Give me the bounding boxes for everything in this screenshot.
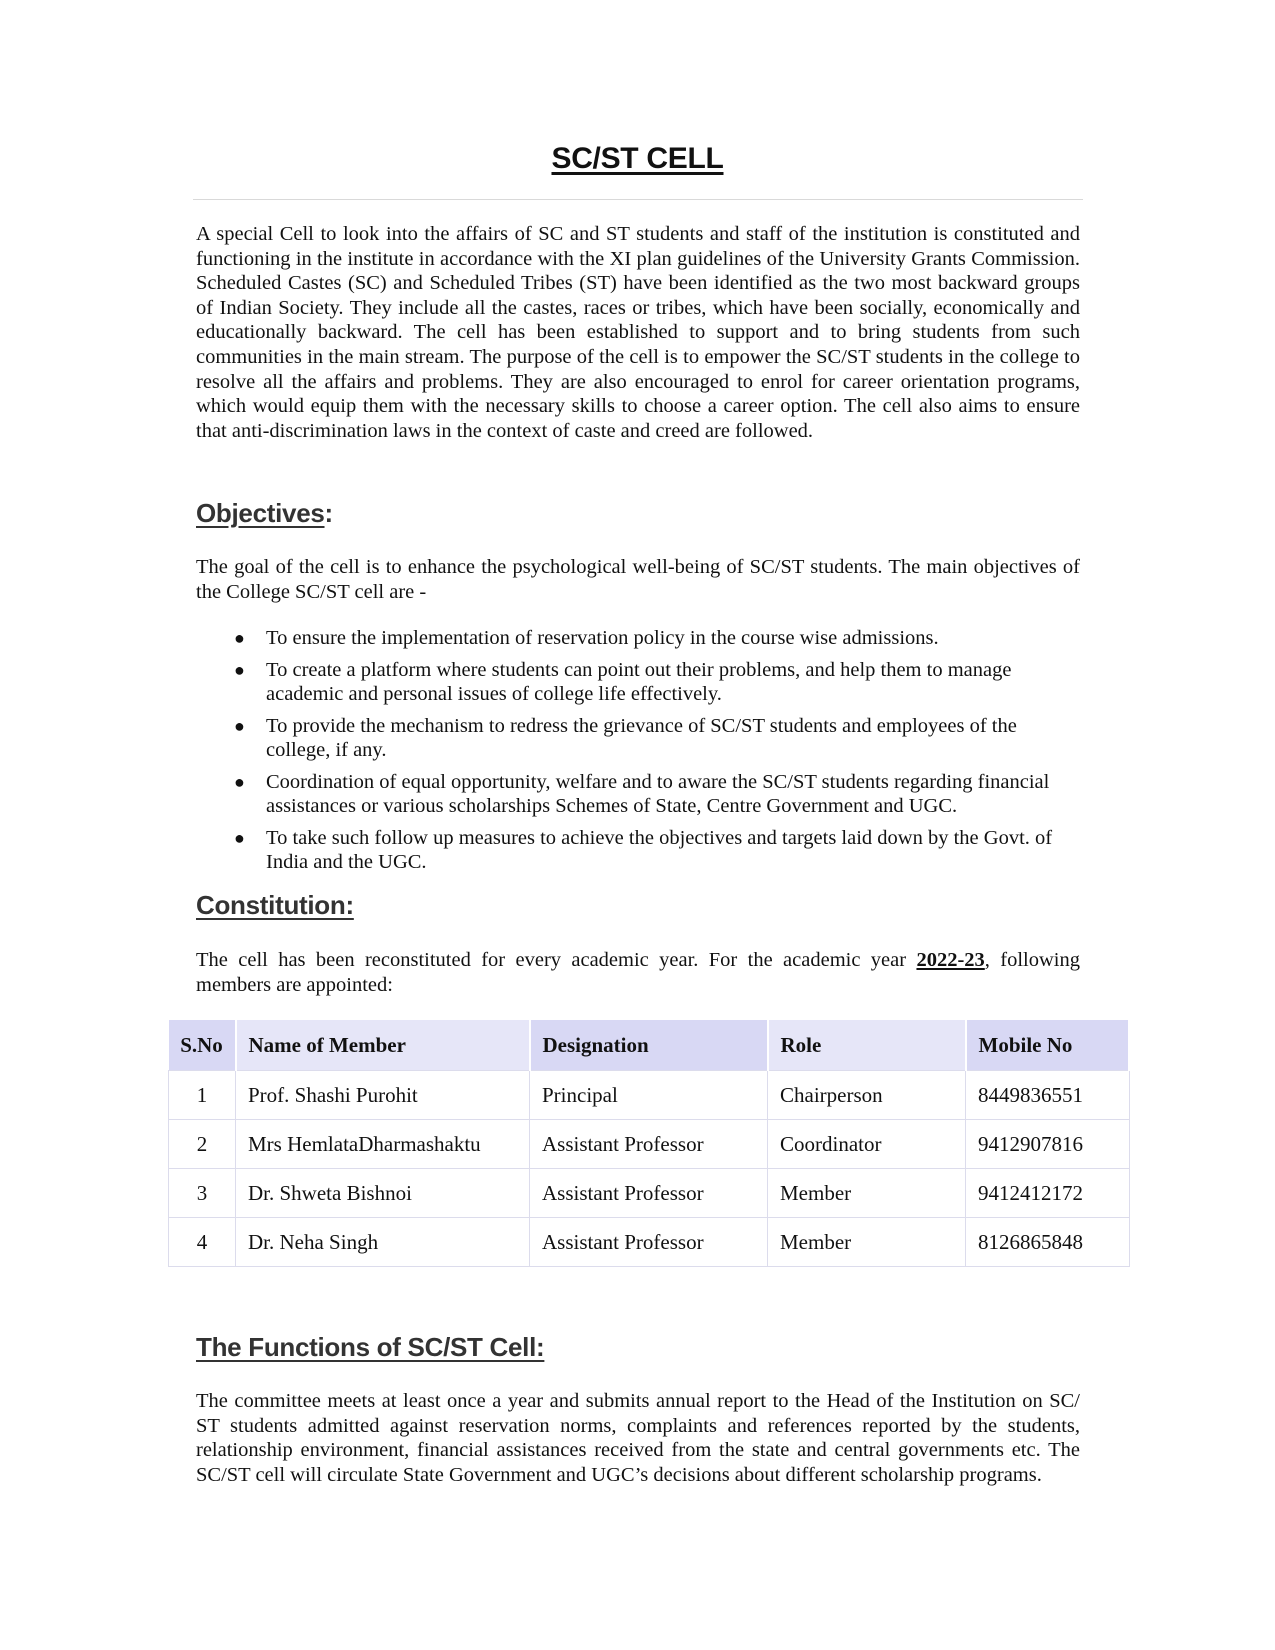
title-divider [193, 199, 1083, 200]
cell-designation: Assistant Professor [530, 1169, 768, 1218]
cell-name: Dr. Neha Singh [236, 1218, 530, 1267]
table-row [169, 1120, 1130, 1169]
objective-text: To ensure the implementation of reservation policy in the course wise admissions. [266, 627, 939, 649]
constitution-heading-text: Constitution: [196, 890, 354, 920]
functions-heading-text: The Functions of SC/ST Cell: [196, 1332, 545, 1362]
objective-item [196, 626, 1080, 650]
bullet-icon: ● [234, 828, 245, 848]
bullet-icon: ● [234, 716, 245, 736]
cell-mobile: 8126865848 [966, 1218, 1130, 1267]
header-mobile: Mobile No [966, 1020, 1130, 1071]
cell-name: Dr. Shweta Bishnoi [236, 1169, 530, 1218]
objective-item [196, 658, 1080, 706]
cell-designation: Assistant Professor [530, 1120, 768, 1169]
bullet-icon: ● [234, 628, 245, 648]
objective-item [196, 826, 1080, 874]
header-role: Role [768, 1020, 966, 1071]
objective-text: To create a platform where students can point out their problems, and help them to manage academic and personal issues of college life effectively. [266, 659, 1012, 705]
constitution-paragraph [196, 948, 1080, 997]
cell-sno: 1 [169, 1071, 236, 1120]
cell-role: Coordinator [768, 1120, 966, 1169]
table-row [169, 1169, 1130, 1218]
cell-mobile: 9412412172 [966, 1169, 1130, 1218]
cell-sno: 3 [169, 1169, 236, 1218]
constitution-text-after: , following members are appointed: [196, 949, 1080, 996]
cell-designation: Principal [530, 1071, 768, 1120]
academic-year: 2022-23 [916, 949, 985, 971]
objectives-heading [196, 498, 333, 529]
functions-paragraph: The committee meets at least once a year and submits annual report to the Head of the Institution on SC/ ST students admitted against reservation norms, complaints and references reported by the students, relationship environment, financial assistances received from the state and central governments etc. The SC/ST cell will circulate State Government and UGC’s decisions about different scholarship programs. [196, 1390, 1080, 1486]
cell-name: Prof. Shashi Purohit [236, 1071, 530, 1120]
cell-role: Chairperson [768, 1071, 966, 1120]
table-header-row [169, 1020, 1130, 1071]
cell-sno: 4 [169, 1218, 236, 1267]
table-row [169, 1071, 1130, 1120]
cell-role: Member [768, 1218, 966, 1267]
functions-heading [196, 1332, 544, 1363]
header-name: Name of Member [236, 1020, 530, 1071]
objective-item [196, 770, 1080, 818]
table-row [169, 1218, 1130, 1267]
members-table [168, 1020, 1130, 1267]
objective-text: To take such follow up measures to achieve the objectives and targets laid down by the Govt. of India and the UGC. [266, 827, 1053, 873]
cell-role: Member [768, 1169, 966, 1218]
cell-name: Mrs HemlataDharmashaktu [236, 1120, 530, 1169]
cell-mobile: 8449836551 [966, 1071, 1130, 1120]
header-designation: Designation [530, 1020, 768, 1071]
objectives-list [196, 626, 1080, 882]
bullet-icon: ● [234, 772, 245, 792]
page-title: SC/ST CELL [551, 142, 724, 175]
constitution-heading [196, 890, 354, 921]
objective-item [196, 714, 1080, 762]
objective-text: Coordination of equal opportunity, welfare and to aware the SC/ST students regarding financial assistances or various scholarships Schemes of State, Centre Government and UGC. [266, 771, 1050, 817]
cell-sno: 2 [169, 1120, 236, 1169]
bullet-icon: ● [234, 660, 245, 680]
header-sno: S.No [169, 1020, 236, 1071]
objectives-heading-colon: : [324, 498, 333, 528]
cell-designation: Assistant Professor [530, 1218, 768, 1267]
objectives-intro: The goal of the cell is to enhance the psychological well-being of SC/ST students. The main objectives of the College SC/ST cell are - [196, 556, 1080, 603]
intro-paragraph: A special Cell to look into the affairs of SC and ST students and staff of the institution is constituted and functioning in the institute in accordance with the XI plan guidelines of the University Grants Commission. Scheduled Castes (SC) and Scheduled Tribes (ST) have been identified as the two most backward groups of Indian Society. They include all the castes, races or tribes, which have been socially, economically and educationally backward. The cell has been established to support and to bring students from such communities in the main stream. The purpose of the cell is to empower the SC/ST students in the college to resolve all the affairs and problems. They are also encouraged to enrol for career orientation programs, which would equip them with the necessary skills to choose a career option. The cell also aims to ensure that anti-discrimination laws in the context of caste and creed are followed. [196, 223, 1080, 442]
objectives-heading-text: Objectives [196, 498, 325, 528]
constitution-text-before: The cell has been reconstituted for every academic year. For the academic year [196, 949, 917, 971]
objective-text: To provide the mechanism to redress the grievance of SC/ST students and employees of the college, if any. [266, 715, 1017, 761]
cell-mobile: 9412907816 [966, 1120, 1130, 1169]
